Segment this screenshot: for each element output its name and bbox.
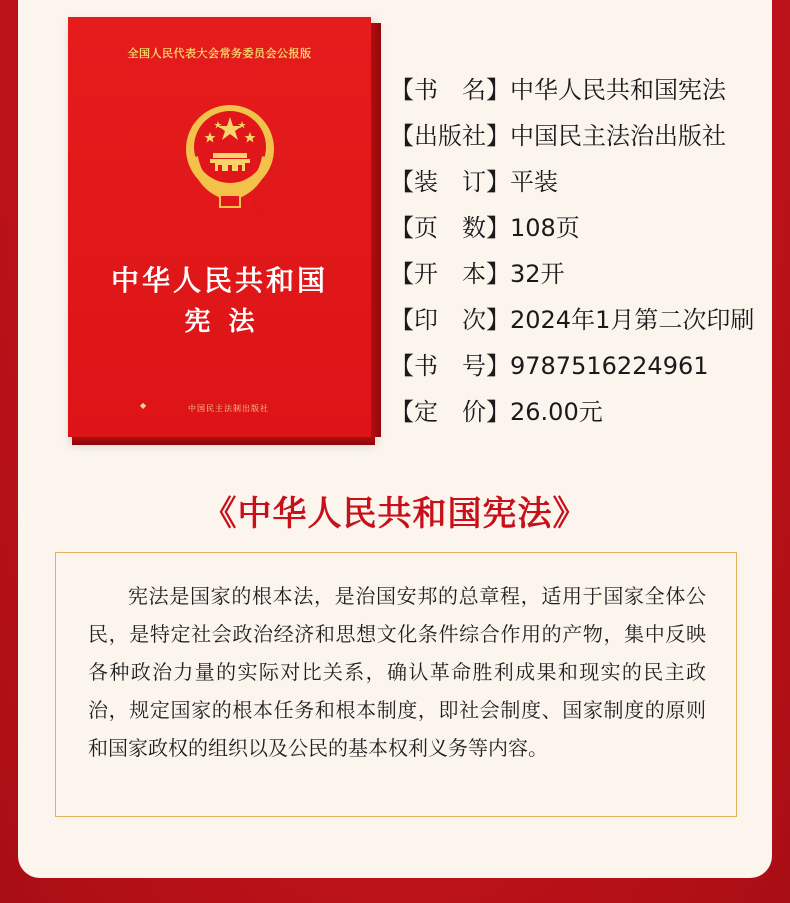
info-value: 32开 [510,260,565,288]
info-row-title [390,71,790,117]
info-value: 26.00元 [510,398,603,426]
book-pages [72,437,375,445]
book-top-text: 全国人民代表大会常务委员会公报版 [127,47,312,60]
info-row-price [390,393,790,439]
info-label: 【出版社】 [390,122,510,150]
info-value: 中华人民共和国宪法 [510,76,726,104]
info-value: 2024年1月第二次印刷 [510,306,755,334]
info-row-printing [390,301,790,347]
info-label: 【页 数】 [390,214,510,242]
info-label: 【开 本】 [390,260,510,288]
info-label: 【定 价】 [390,398,510,426]
content-panel [18,0,772,878]
book-subtitle: 宪法 [184,307,273,337]
book-cover-image [68,17,371,437]
info-row-publisher [390,117,790,163]
book-spine [371,23,381,437]
national-emblem-icon [180,97,280,215]
info-row-format [390,255,790,301]
info-row-isbn [390,347,790,393]
description-box [55,552,737,817]
book-publisher: 中国民主法制出版社 [188,404,269,413]
info-label: 【书 名】 [390,76,510,104]
info-label: 【装 订】 [390,168,510,196]
info-value: 108页 [510,214,580,242]
info-label: 【书 号】 [390,352,510,380]
info-row-binding [390,163,790,209]
book-title: 中华人民共和国 [110,264,328,297]
section-title: 《中华人民共和国宪法》 [202,494,588,534]
info-value: 中国民主法治出版社 [510,122,726,150]
publisher-logo-icon: ◆ [140,401,147,410]
info-value: 平装 [510,168,558,196]
info-label: 【印 次】 [390,306,510,334]
description-text: 宪法是国家的根本法，是治国安邦的总章程，适用于国家全体公民，是特定社会政治经济和思想文化条件综合作用的产物，集中反映各种政治力量的实际对比关系，确认革命胜利成果和现实的民主政治，规定国家的根本任务和根本制度，即社会制度、国家制度的原则和国家政权的组织以及公民的基本权利义务等内容。 [88,584,706,760]
info-row-pages [390,209,790,255]
info-value: 9787516224961 [510,352,709,380]
book-info-list [390,71,790,439]
